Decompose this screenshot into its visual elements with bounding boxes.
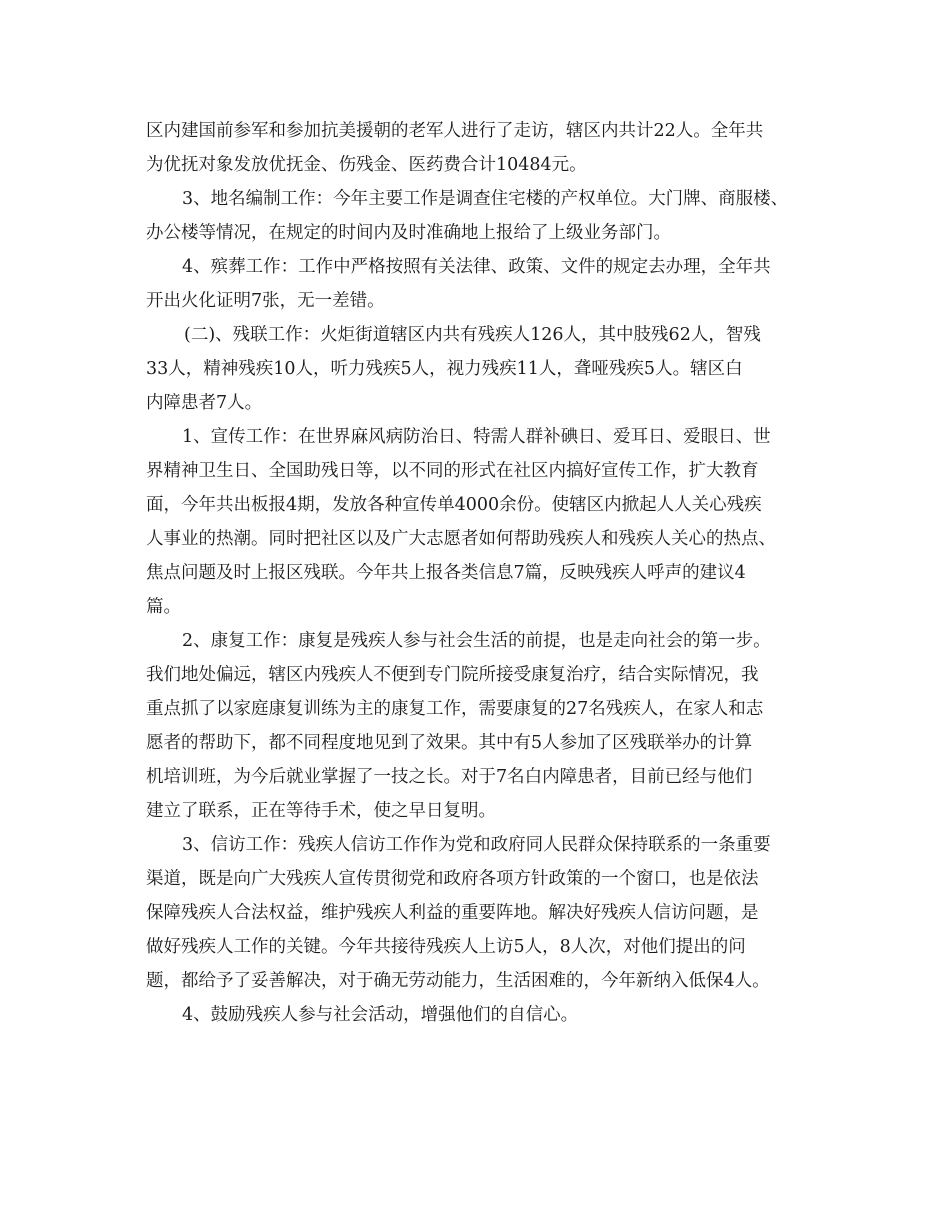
text-line: 篇。 xyxy=(146,597,181,617)
text-line: 开出火化证明7张，无一差错。 xyxy=(146,291,385,311)
text-line: 4、殡葬工作：工作中严格按照有关法律、政策、文件的规定去办理，全年共 xyxy=(182,257,771,277)
text-line: 建立了联系，正在等待手术，使之早日复明。 xyxy=(146,801,496,821)
text-line: 2、康复工作：康复是残疾人参与社会生活的前提，也是走向社会的第一步。 xyxy=(182,631,771,651)
text-line: 面，今年共出板报4期，发放各种宣传单4000余份。使辖区内掀起人人关心残疾 xyxy=(146,495,762,515)
text-line: 渠道，既是向广大残疾人宣传贯彻党和政府各项方针政策的一个窗口，也是依法 xyxy=(146,869,759,889)
text-line: (二)、残联工作：火炬街道辖区内共有残疾人126人，其中肢残62人，智残 xyxy=(184,325,761,345)
text-line: 区内建国前参军和参加抗美援朝的老军人进行了走访，辖区内共计22人。全年共 xyxy=(146,121,764,141)
document-body xyxy=(146,114,816,1032)
text-line: 3、信访工作：残疾人信访工作作为党和政府同人民群众保持联系的一条重要 xyxy=(182,835,771,855)
text-line: 我们地处偏远，辖区内残疾人不便到专门院所接受康复治疗，结合实际情况，我 xyxy=(146,665,759,685)
text-line: 重点抓了以家庭康复训练为主的康复工作，需要康复的27名残疾人，在家人和志 xyxy=(146,699,764,719)
text-line: 人事业的热潮。同时把社区以及广大志愿者如何帮助残疾人和残疾人关心的热点、 xyxy=(146,529,776,549)
text-line: 保障残疾人合法权益，维护残疾人利益的重要阵地。解决好残疾人信访问题，是 xyxy=(146,903,759,923)
text-line: 4、鼓励残疾人参与社会活动，增强他们的自信心。 xyxy=(182,1005,579,1025)
text-line: 1、宣传工作：在世界麻风病防治日、特需人群补碘日、爱耳日、爱眼日、世 xyxy=(182,427,771,447)
text-line: 为优抚对象发放优抚金、伤残金、医药费合计10484元。 xyxy=(146,155,587,175)
text-line: 机培训班，为今后就业掌握了一技之长。对于7名白内障患者，目前已经与他们 xyxy=(146,767,753,787)
text-line: 题，都给予了妥善解决，对于确无劳动能力，生活困难的，今年新纳入低保4人。 xyxy=(146,971,770,991)
text-line: 3、地名编制工作：今年主要工作是调查住宅楼的产权单位。大门牌、商服楼、 xyxy=(182,189,789,209)
text-line: 做好残疾人工作的关键。今年共接待残疾人上访5人，8人次，对他们提出的问 xyxy=(146,937,746,957)
text-line: 内障患者7人。 xyxy=(146,393,263,413)
text-line: 愿者的帮助下，都不同程度地见到了效果。其中有5人参加了区残联举办的计算 xyxy=(146,733,753,753)
text-line: 界精神卫生日、全国助残日等，以不同的形式在社区内搞好宣传工作，扩大教育 xyxy=(146,461,759,481)
text-line: 办公楼等情况，在规定的时间内及时准确地上报给了上级业务部门。 xyxy=(146,223,671,243)
text-line: 33人，精神残疾10人，听力残疾5人，视力残疾11人，聋哑残疾5人。辖区白 xyxy=(146,359,743,379)
text-line: 焦点问题及时上报区残联。今年共上报各类信息7篇，反映残疾人呼声的建议4 xyxy=(146,563,746,583)
